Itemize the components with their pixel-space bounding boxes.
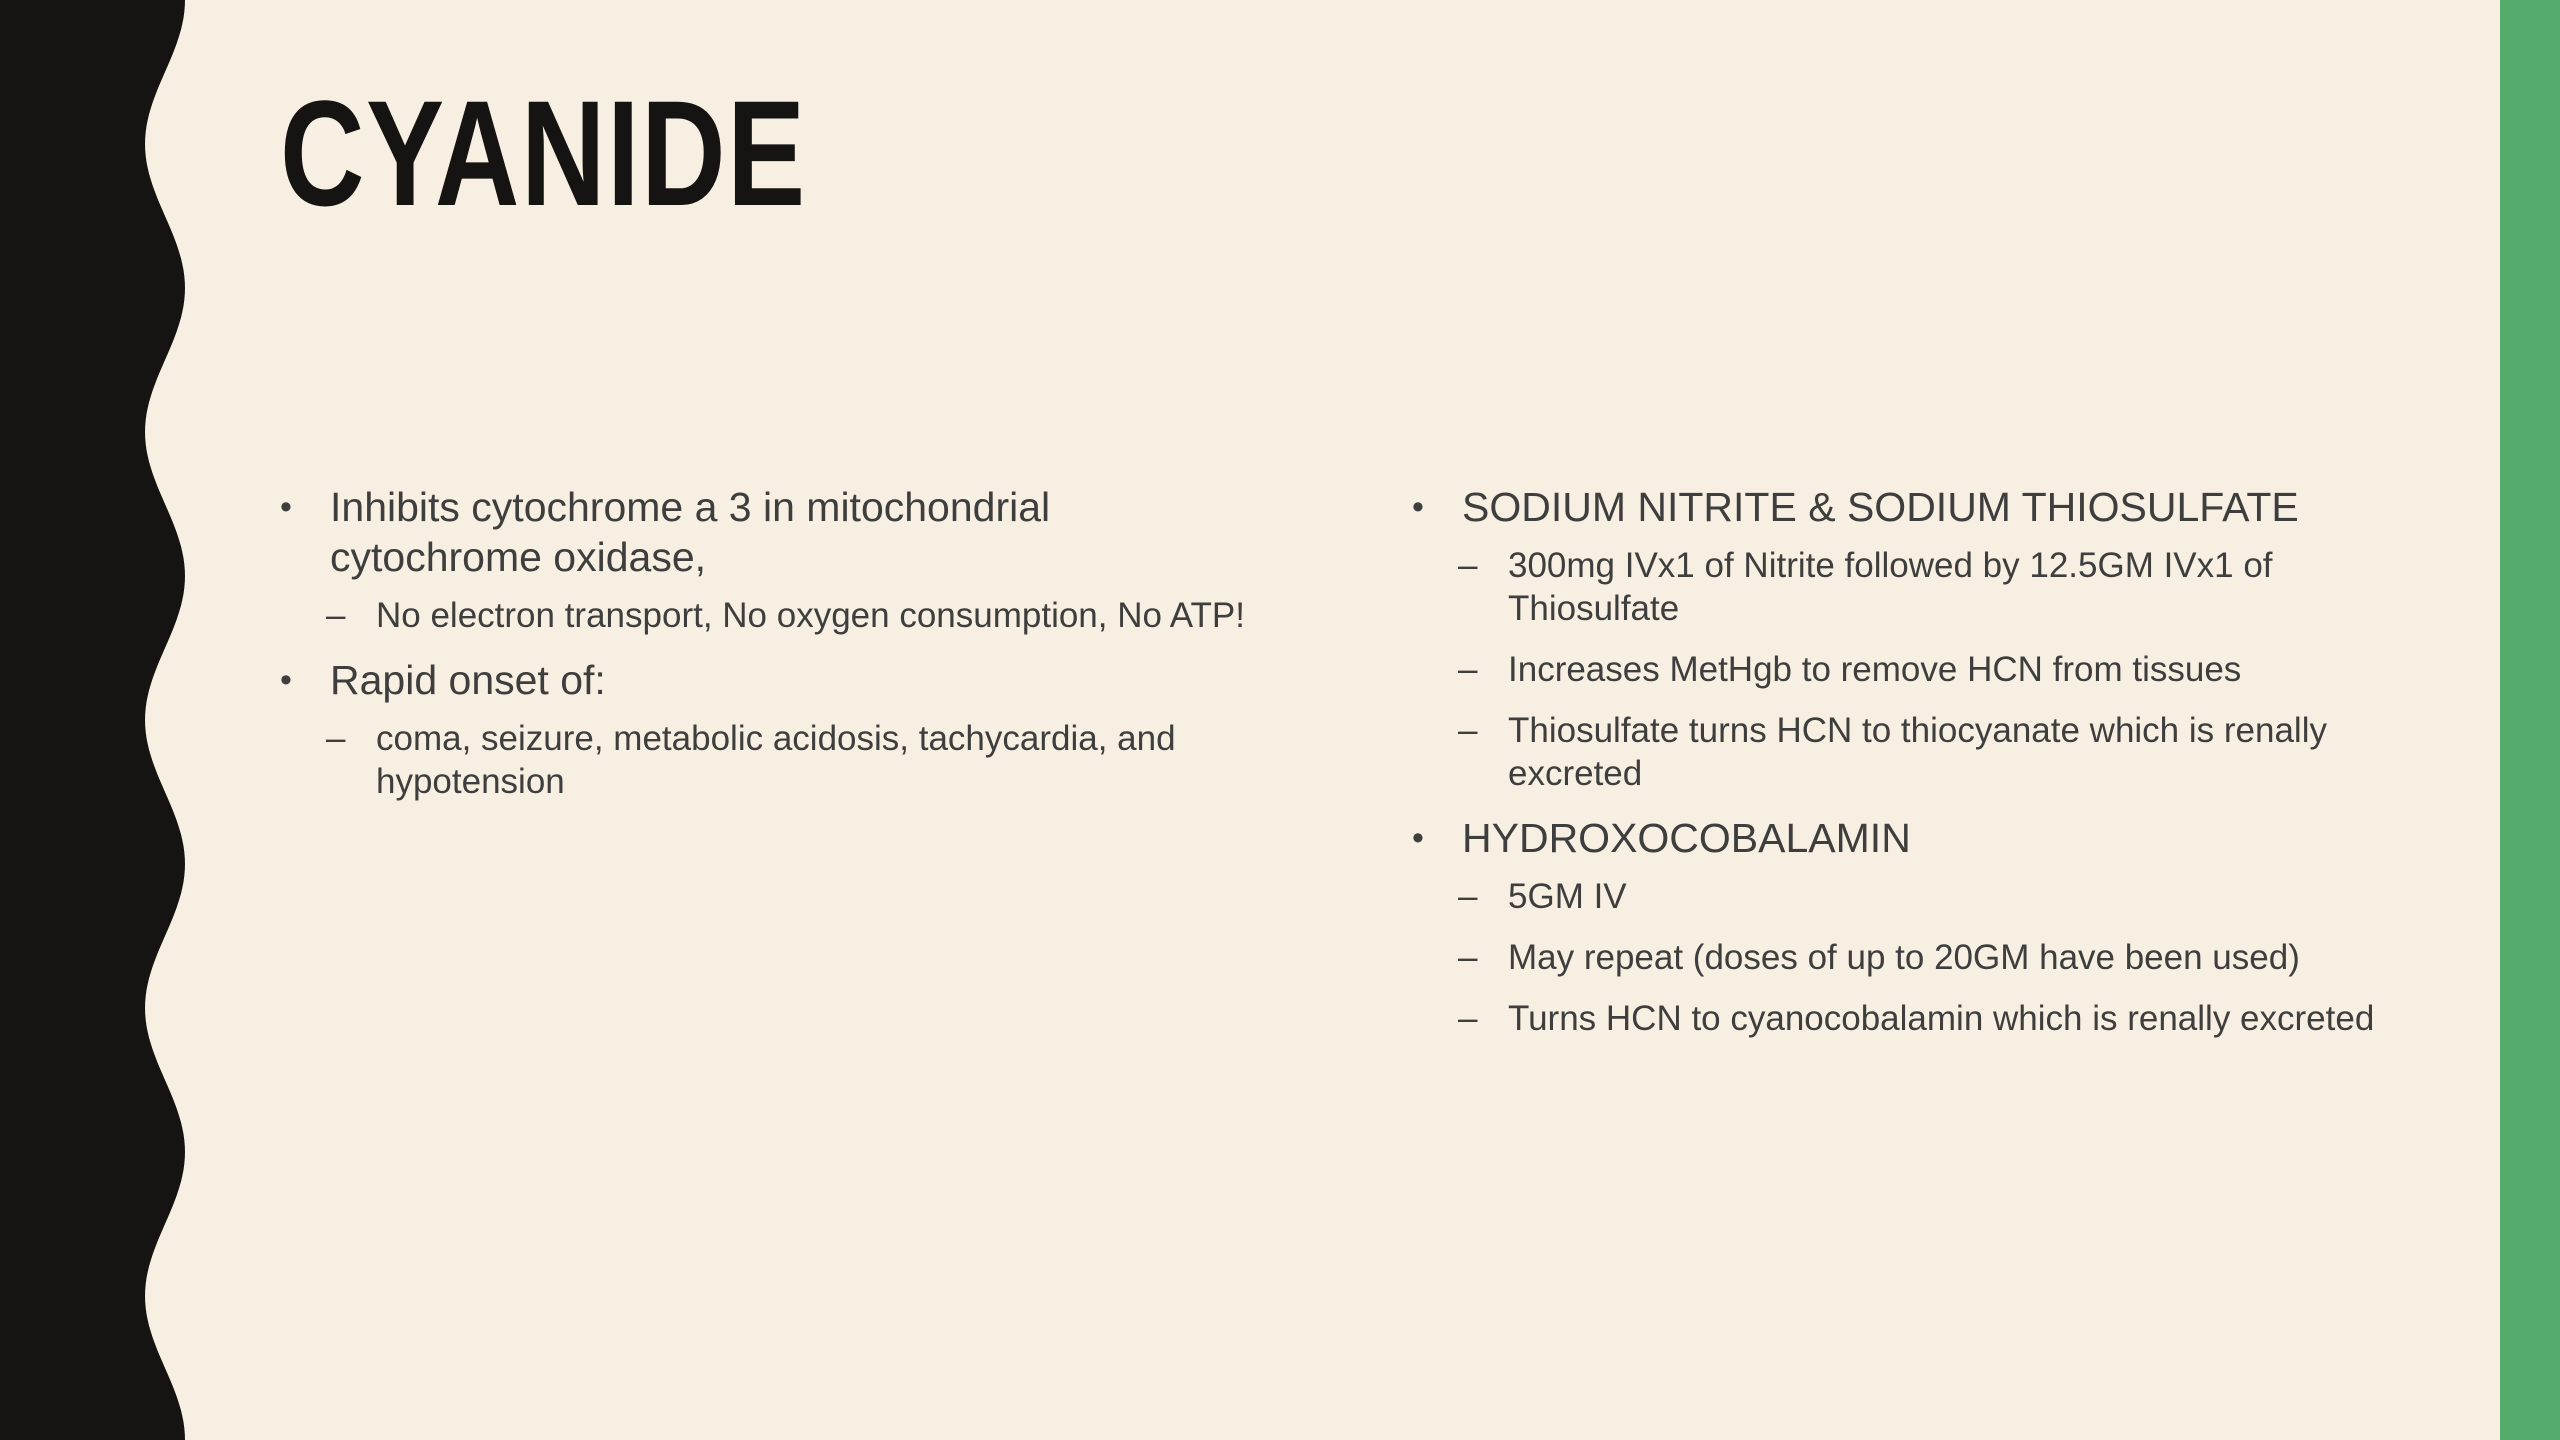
- right-accent-bar: [2500, 0, 2560, 1440]
- sub-bullet-text: Turns HCN to cyanocobalamin which is renally excreted: [1508, 999, 2375, 1038]
- sub-bullet-text: May repeat (doses of up to 20GM have been used): [1508, 938, 2300, 977]
- dash-icon: –: [1458, 999, 1478, 1038]
- sub-bullet-item: [1412, 544, 2412, 630]
- sub-bullet-text: coma, seizure, metabolic acidosis, tachycardia, and hypotension: [376, 719, 1176, 801]
- dash-icon: –: [326, 596, 346, 635]
- bullet-icon: •: [280, 488, 292, 526]
- bullet-icon: •: [280, 661, 292, 699]
- bullet-text: HYDROXOCOBALAMIN: [1462, 815, 1911, 861]
- bullet-text: Inhibits cytochrome a 3 in mitochondrial cytochrome oxidase,: [330, 484, 1051, 580]
- sub-bullet-text: No electron transport, No oxygen consumption, No ATP!: [376, 596, 1245, 635]
- right-bullet-list: [1412, 482, 2412, 1040]
- sub-bullet-item: [1412, 936, 2412, 979]
- sub-bullet-text: 300mg IVx1 of Nitrite followed by 12.5GM IVx1 of Thiosulfate: [1508, 546, 2273, 628]
- sub-bullet-item: [280, 717, 1260, 803]
- left-wave-band: [0, 0, 200, 1440]
- dash-icon: –: [1458, 938, 1478, 977]
- dash-icon: –: [326, 719, 346, 758]
- sub-bullet-text: 5GM IV: [1508, 877, 1627, 916]
- right-content-column: [1412, 482, 2412, 1058]
- left-content-column: [280, 482, 1260, 821]
- dash-icon: –: [1458, 650, 1478, 689]
- sub-bullet-list: [1458, 544, 2412, 795]
- sub-bullet-item: [1412, 875, 2412, 918]
- sub-bullet-list: [326, 717, 1260, 803]
- sub-bullet-item: [1412, 709, 2412, 795]
- bullet-item: [1412, 482, 2412, 795]
- slide-title: CYANIDE: [280, 69, 807, 237]
- sub-bullet-list: [326, 594, 1260, 637]
- bullet-item: [280, 655, 1260, 803]
- bullet-icon: •: [1412, 819, 1424, 857]
- dash-icon: –: [1458, 711, 1478, 750]
- left-bullet-list: [280, 482, 1260, 803]
- dash-icon: –: [1458, 546, 1478, 585]
- sub-bullet-item: [280, 594, 1260, 637]
- sub-bullet-item: [1412, 648, 2412, 691]
- dash-icon: –: [1458, 877, 1478, 916]
- sub-bullet-text: Thiosulfate turns HCN to thiocyanate which is renally excreted: [1508, 711, 2327, 793]
- sub-bullet-text: Increases MetHgb to remove HCN from tissues: [1508, 650, 2242, 689]
- bullet-item: [280, 482, 1260, 637]
- sub-bullet-item: [1412, 997, 2412, 1040]
- sub-bullet-list: [1458, 875, 2412, 1040]
- bullet-icon: •: [1412, 488, 1424, 526]
- bullet-item: [1412, 813, 2412, 1040]
- bullet-text: Rapid onset of:: [330, 657, 606, 703]
- bullet-text: SODIUM NITRITE & SODIUM THIOSULFATE: [1462, 484, 2299, 530]
